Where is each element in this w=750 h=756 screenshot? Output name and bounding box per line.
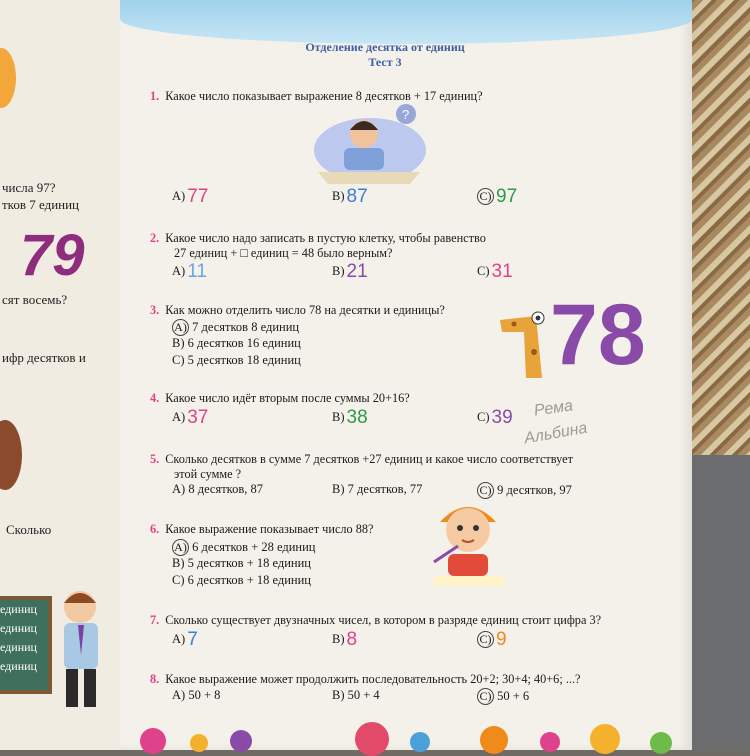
question-5 <box>150 452 573 482</box>
option-letter: A) <box>172 482 186 496</box>
answer-circle: A) <box>172 539 189 556</box>
thinking-child-illustration <box>308 100 432 186</box>
q7-option-b[interactable] <box>332 629 357 651</box>
question-text: Какое число надо записать в пустую клетку, чтобы равенство <box>165 231 486 245</box>
question-4 <box>150 391 410 406</box>
option-letter: C) <box>477 410 490 424</box>
q7-option-c[interactable] <box>477 629 507 651</box>
question-8 <box>150 672 581 687</box>
answer-circle: A) <box>172 319 189 336</box>
q8-option-c[interactable] <box>477 688 529 705</box>
question-text: Как можно отделить число 78 на десятки и единицы? <box>165 303 445 317</box>
board-line-2: единиц <box>0 621 37 635</box>
option-value: 97 <box>496 186 518 207</box>
option-value: 6 десятков + 28 единиц <box>192 540 316 554</box>
flower-icon <box>540 732 560 752</box>
option-letter: B) <box>332 189 345 203</box>
board-line-1: единиц <box>0 602 37 616</box>
giraffe-illustration <box>496 308 556 384</box>
option-letter: C) <box>172 353 185 367</box>
q2-option-b[interactable] <box>332 261 368 283</box>
flower-icon <box>355 722 389 756</box>
cartoon-child-top <box>0 48 16 108</box>
number-79-illustration: 79 <box>20 223 85 288</box>
question-number: 1. <box>150 89 160 103</box>
q1-option-a[interactable] <box>172 186 208 208</box>
answer-circle: C) <box>477 188 494 205</box>
question-number: 2. <box>150 231 160 245</box>
left-text-5: Сколько <box>6 522 52 537</box>
option-letter: A) <box>172 189 186 203</box>
sofa-background <box>690 455 750 750</box>
option-letter: B) <box>332 410 345 424</box>
q7-option-a[interactable] <box>172 629 198 651</box>
answer-circle: C) <box>477 688 494 705</box>
q8-option-a[interactable] <box>172 688 220 703</box>
test-number: Тест 3 <box>368 55 402 69</box>
option-value: 77 <box>187 186 209 207</box>
q1-option-c[interactable] <box>477 186 517 208</box>
question-text: Сколько десятков в сумме 7 десятков +27 единиц и какое число соответствует <box>165 452 573 466</box>
option-letter: A) <box>172 632 186 646</box>
board-line-3: единиц <box>0 640 37 654</box>
option-value: 7 десятков, 77 <box>347 482 423 496</box>
option-value: 39 <box>491 407 513 428</box>
q4-option-b[interactable] <box>332 407 368 429</box>
question-number: 6. <box>150 522 160 536</box>
chalkboard <box>0 596 52 694</box>
q4-option-a[interactable] <box>172 407 208 429</box>
question-2 <box>150 231 486 261</box>
q5-option-b[interactable] <box>332 482 422 497</box>
cartoon-child-middle <box>0 420 22 490</box>
question-text-line-2: 27 единиц + □ единиц = 48 было верным? <box>174 246 393 260</box>
option-value: 38 <box>346 407 368 428</box>
question-6 <box>150 522 374 537</box>
q3-option-b[interactable] <box>172 336 301 351</box>
page-title: Отделение десятка от единиц <box>305 40 465 54</box>
question-text: Какое число показывает выражение 8 десятков + 17 единиц? <box>165 89 483 103</box>
option-value: 8 <box>346 629 358 650</box>
option-value: 9 десятков, 97 <box>497 483 572 497</box>
flower-icon <box>140 728 166 754</box>
option-letter: B) <box>332 482 345 496</box>
question-number: 7. <box>150 613 160 627</box>
left-text-4: ифр десятков и <box>2 350 86 365</box>
q6-option-a[interactable] <box>172 539 316 556</box>
question-text-line-2: этой сумме ? <box>174 467 242 481</box>
q6-option-c[interactable] <box>172 573 311 588</box>
flower-icon <box>410 732 430 752</box>
question-7 <box>150 613 601 628</box>
option-value: 50 + 8 <box>188 688 221 702</box>
option-value: 7 <box>187 629 198 650</box>
option-value: 7 десятков 8 единиц <box>192 320 300 334</box>
option-value: 31 <box>491 261 513 282</box>
question-text: Какое число идёт вторым после суммы 20+16? <box>165 391 410 405</box>
pencil-note-1: Рема <box>532 397 575 420</box>
q8-option-b[interactable] <box>332 688 380 703</box>
question-number: 4. <box>150 391 160 405</box>
option-value: 21 <box>346 261 368 282</box>
option-letter: C) <box>172 573 185 587</box>
option-value: 11 <box>187 261 207 282</box>
option-value: 5 десятков + 18 единиц <box>187 556 311 570</box>
number-78-illustration <box>550 287 646 383</box>
option-value: 6 десятков 16 единиц <box>187 336 301 350</box>
question-number: 8. <box>150 672 160 686</box>
teacher-illustration <box>48 585 118 715</box>
question-number: 5. <box>150 452 160 466</box>
option-letter: B) <box>332 264 345 278</box>
option-letter: B) <box>172 336 185 350</box>
option-letter: A) <box>172 264 186 278</box>
option-value: 9 <box>496 629 507 650</box>
option-letter: B) <box>332 688 345 702</box>
left-page <box>0 0 130 750</box>
svg-text:?: ? <box>402 107 410 122</box>
option-value: 37 <box>187 407 209 428</box>
q3-option-c[interactable] <box>172 353 301 368</box>
pencil-note-2: Альбина <box>522 419 589 448</box>
q4-option-c[interactable] <box>477 407 513 429</box>
left-text-2: тков 7 единиц <box>2 197 80 212</box>
q3-option-a[interactable] <box>172 319 299 336</box>
question-number: 3. <box>150 303 160 317</box>
left-text-1: числа 97? <box>2 180 56 195</box>
q2-option-c[interactable] <box>477 261 513 283</box>
option-value: 8 десятков, 87 <box>188 482 264 496</box>
option-value: 87 <box>346 186 368 207</box>
q2-option-a[interactable] <box>172 261 207 283</box>
flower-icon <box>230 730 252 752</box>
test-page <box>120 0 692 750</box>
option-letter: A) <box>172 410 186 424</box>
answer-circle: C) <box>477 631 494 648</box>
flower-icon <box>190 734 208 752</box>
flower-icon <box>650 732 672 754</box>
option-value: 5 десятков 18 единиц <box>187 353 301 367</box>
question-text: Какое выражение может продолжить последовательность 20+2; 30+4; 40+6; ...? <box>165 672 581 686</box>
option-value: 50 + 6 <box>497 689 530 703</box>
number-78-text: 78 <box>550 287 646 383</box>
option-value: 50 + 4 <box>347 688 380 702</box>
writing-boy-illustration <box>428 496 510 588</box>
left-text-3: сят восемь? <box>2 292 68 307</box>
question-text: Какое выражение показывает число 88? <box>165 522 374 536</box>
question-text: Сколько существует двузначных чисел, в котором в разряде единиц стоит цифра 3? <box>165 613 602 627</box>
answer-circle: C) <box>477 482 494 499</box>
option-letter: C) <box>477 264 490 278</box>
option-letter: B) <box>172 556 185 570</box>
board-line-4: единиц <box>0 659 37 673</box>
question-3 <box>150 303 445 318</box>
option-value: 6 десятков + 18 единиц <box>187 573 311 587</box>
flower-border <box>120 714 692 750</box>
option-letter: A) <box>172 688 186 702</box>
header-banner <box>120 0 692 44</box>
q1-option-b[interactable] <box>332 186 368 208</box>
q6-option-b[interactable] <box>172 556 311 571</box>
option-letter: B) <box>332 632 345 646</box>
q5-option-a[interactable] <box>172 482 263 497</box>
